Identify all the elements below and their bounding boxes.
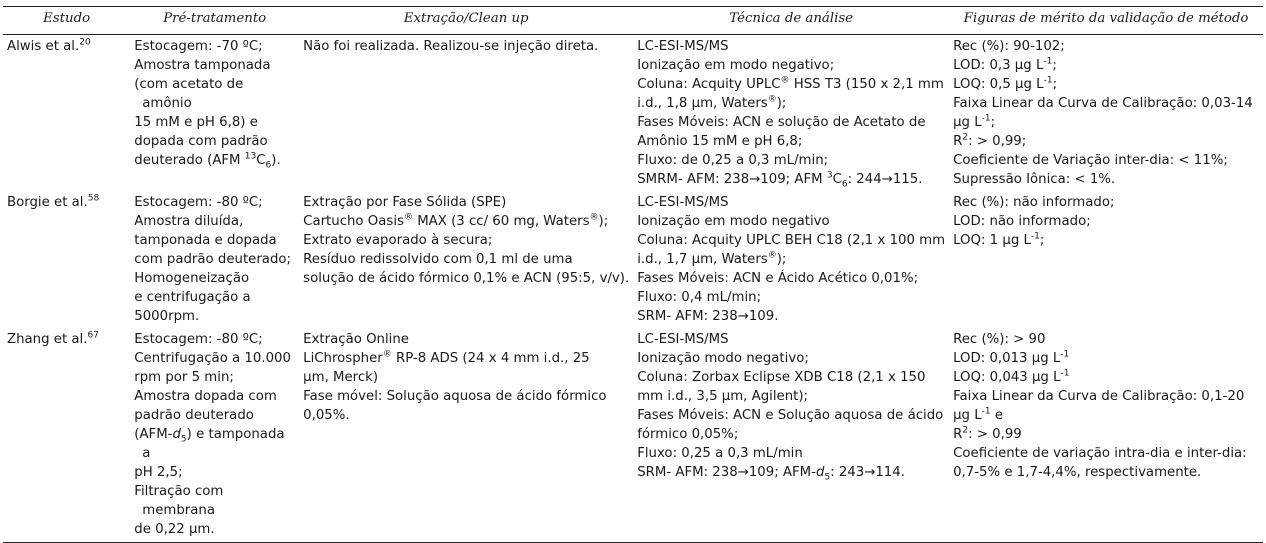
pre-treatment-line: 5000rpm. (134, 309, 200, 324)
study-cell (3, 191, 130, 328)
merit-line: Coeficiente de Variação inter-dia: < 11%; (953, 153, 1228, 168)
technique-line: LC-ESI-MS/MS (637, 39, 729, 54)
study-name: Alwis et al. (7, 39, 80, 54)
technique-line: SRM- AFM: 238→109; AFM-$d_5$: 243→114. (637, 465, 905, 483)
technique-line: Ionização modo negativo; (637, 351, 809, 366)
merit-cell (949, 35, 1263, 192)
study-reference: 20 (79, 37, 91, 48)
technique-line: Coluna: Zorbax Eclipse XDB C18 (2,1 x 150 (637, 370, 926, 385)
pre-treatment-line: Amostra diluída, (134, 214, 244, 229)
study-name: Borgie et al. (7, 195, 88, 210)
merit-line: Supressão Iônica: < 1%. (953, 172, 1116, 187)
merit-line: LOD: 0,3 µg $L^{-1}$; (953, 56, 1057, 73)
technique-line: LC-ESI-MS/MS (637, 195, 729, 210)
extraction-line: Cartucho Oasis® MAX (3 cc/ 60 mg, Waters®); (303, 212, 609, 229)
merit-line: Rec (%): 90-102; (953, 39, 1065, 54)
merit-line: LOD: não informado; (953, 214, 1091, 229)
pre-treatment-line: Homogeneização (134, 271, 250, 286)
pre-treatment-line: e centrifugação a (134, 290, 251, 305)
pre-treatment-line: com padrão deuterado; (134, 252, 292, 267)
technique-line: Coluna: Acquity UPLC BEH C18 (2,1 x 100 mm (637, 233, 946, 248)
pre-treatment-line: Filtração com membrana (134, 484, 224, 518)
extraction-cell (299, 35, 633, 192)
table-row (3, 191, 1263, 328)
header-pre-tratamento: Pré-tratamento (130, 7, 299, 35)
technique-line: mm i.d., 3,5 µm, Agilent); (637, 389, 809, 404)
pre-treatment-cell (130, 35, 299, 192)
technique-line: i.d., 1,7 µm, Waters®); (637, 250, 787, 267)
pre-treatment-line: deuterado (AFM $^{13}C_6$). (134, 151, 281, 171)
header-tecnica: Técnica de análise (633, 7, 949, 35)
header-row (3, 7, 1263, 35)
technique-line: Fluxo: de 0,25 a 0,3 mL/min; (637, 153, 829, 168)
technique-line: Ionização em modo negativo (637, 214, 830, 229)
merit-line: µg $L^{-1}$ e (953, 406, 1004, 423)
pre-treatment-line: $(AFM-d_5)$ e tamponada a (134, 427, 285, 461)
table-body (3, 35, 1263, 543)
technique-line: SMRM- AFM: 238→109; AFM $^3C_6$: 244→115. (637, 170, 923, 190)
study-cell (3, 328, 130, 543)
extraction-line: Extrato evaporado à secura; (303, 233, 493, 248)
table-header (3, 7, 1263, 35)
merit-line: Faixa Linear da Curva de Calibração: 0,03-14 (953, 96, 1253, 111)
pre-treatment-line: pH 2,5; (134, 465, 183, 480)
pre-treatment-line: Estocagem: -80 ºC; (134, 195, 263, 210)
merit-line: LOQ: 1 µg $L^{-1}$; (953, 231, 1045, 248)
extraction-line: µm, Merck) (303, 370, 379, 385)
extraction-cell (299, 328, 633, 543)
pre-treatment-line: (com acetato de amônio (134, 77, 244, 111)
technique-line: Fases Móveis: ACN e Solução aquosa de ácido (637, 408, 944, 423)
pre-treatment-line: rpm por 5 min; (134, 370, 234, 385)
pre-treatment-line: de 0,22 µm. (134, 522, 215, 537)
pre-treatment-line: tamponada e dopada (134, 233, 277, 248)
technique-line: Fluxo: 0,25 a 0,3 mL/min (637, 446, 803, 461)
extraction-line: Extração Online (303, 332, 409, 347)
header-estudo: Estudo (3, 7, 130, 35)
technique-line: Fases Móveis: ACN e Ácido Acético 0,01%; (637, 271, 919, 286)
merit-line: 0,7-5% e 1,7-4,4%, respectivamente. (953, 465, 1202, 480)
pre-treatment-line: Amostra tamponada (134, 58, 271, 73)
merit-line: $R^2$: > 0,99 (953, 425, 1022, 442)
study-cell (3, 35, 130, 192)
extraction-line: LiChrospher® RP-8 ADS (24 x 4 mm i.d., 25 (303, 349, 590, 366)
study-reference: 67 (87, 330, 99, 341)
pre-treatment-cell (130, 328, 299, 543)
merit-line: LOQ: 0,5 µg $L^{-1}$; (953, 75, 1058, 92)
merit-line: µg $L^{-1}$; (953, 113, 996, 130)
study-name: Zhang et al. (7, 332, 88, 347)
extraction-line: Extração por Fase Sólida (SPE) (303, 195, 507, 210)
pre-treatment-line: Centrifugação a 10.000 (134, 351, 291, 366)
pre-treatment-cell (130, 191, 299, 328)
methods-table (3, 6, 1263, 543)
extraction-line: Não foi realizada. Realizou-se injeção direta. (303, 39, 599, 54)
technique-line: i.d., 1,8 µm, Waters®); (637, 94, 787, 111)
pre-treatment-line: 15 mM e pH 6,8) e (134, 115, 258, 130)
merit-line: LOQ: 0,043 µg $L^{-1}$ (953, 368, 1070, 385)
merit-cell (949, 328, 1263, 543)
technique-cell (633, 328, 949, 543)
technique-line: Fases Móveis: ACN e solução de Acetato de (637, 115, 926, 130)
technique-cell (633, 35, 949, 192)
merit-cell (949, 191, 1263, 328)
merit-line: $R^2$: > 0,99; (953, 132, 1027, 149)
extraction-line: solução de ácido fórmico 0,1% e ACN (95:5, v/v). (303, 271, 630, 286)
pre-treatment-line: dopada com padrão (134, 134, 268, 149)
merit-line: Rec (%): > 90 (953, 332, 1046, 347)
extraction-line: Fase móvel: Solução aquosa de ácido fórmico (303, 389, 607, 404)
technique-line: Fluxo: 0,4 mL/min; (637, 290, 762, 305)
technique-line: SRM- AFM: 238→109. (637, 309, 779, 324)
technique-line: fórmico 0,05%; (637, 427, 739, 442)
pre-treatment-line: Estocagem: -80 ºC; (134, 332, 263, 347)
merit-line: Coeficiente de variação intra-dia e inter-dia: (953, 446, 1247, 461)
pre-treatment-line: Amostra dopada com (134, 389, 277, 404)
merit-line: Rec (%): não informado; (953, 195, 1115, 210)
technique-line: Coluna: Acquity UPLC® HSS T3 (150 x 2,1 mm (637, 75, 944, 92)
header-figuras-merito: Figuras de mérito da validação de método (949, 7, 1263, 35)
merit-line: Faixa Linear da Curva de Calibração: 0,1-20 (953, 389, 1245, 404)
pre-treatment-line: padrão deuterado (134, 408, 254, 423)
technique-line: Amônio 15 mM e pH 6,8; (637, 134, 803, 149)
technique-line: Ionização em modo negativo; (637, 58, 835, 73)
pre-treatment-line: Estocagem: -70 ºC; (134, 39, 263, 54)
header-extracao: Extração/Clean up (299, 7, 633, 35)
technique-cell (633, 191, 949, 328)
extraction-cell (299, 191, 633, 328)
technique-line: LC-ESI-MS/MS (637, 332, 729, 347)
table-row (3, 328, 1263, 543)
extraction-line: Resíduo redissolvido com 0,1 ml de uma (303, 252, 573, 267)
table-row (3, 35, 1263, 192)
merit-line: LOD: 0,013 µg $L^{-1}$ (953, 349, 1070, 366)
study-reference: 58 (87, 193, 100, 204)
extraction-line: 0,05%. (303, 408, 350, 423)
